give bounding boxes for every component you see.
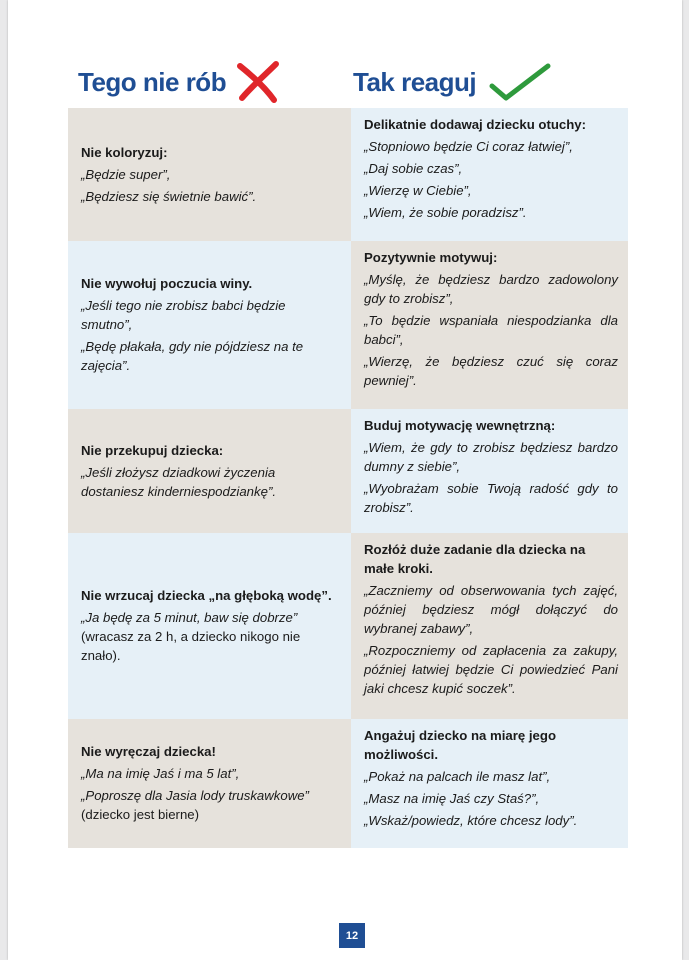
- do-title: Buduj motywację wewnętrzną:: [364, 418, 556, 433]
- dont-cell: [68, 241, 351, 409]
- do-example: „Wierzę w Ciebie”,: [364, 183, 472, 198]
- do-title: Delikatnie dodawaj dziecku otuchy:: [364, 117, 587, 132]
- do-title: Pozytywnie motywuj:: [364, 250, 498, 265]
- do-cell: [351, 108, 628, 241]
- dont-example: „Będę płakała, gdy nie pójdziesz na te zajęcia”.: [81, 339, 304, 373]
- dont-example: „Ma na imię Jaś i ma 5 lat”,: [81, 766, 240, 781]
- dont-heading-text: Tego nie rób: [78, 66, 227, 97]
- dont-title: Nie wywołuj poczucia winy.: [81, 276, 253, 291]
- do-example: „Pokaż na palcach ile masz lat”,: [364, 769, 551, 784]
- dont-example: „Jeśli złożysz dziadkowi życzenia dostaniesz kinderniespodziankę”.: [81, 464, 276, 499]
- dont-example: [81, 608, 339, 665]
- dont-title: Nie wyręczaj dziecka!: [81, 744, 216, 759]
- do-example: „Myślę, że będziesz bardzo zadowolony gdy to zrobisz”,: [364, 272, 618, 306]
- do-title: Rozłóż duże zadanie dla dziecka na małe kroki.: [364, 542, 586, 576]
- do-example: „Wierzę, że będziesz czuć się coraz pewniej”.: [364, 354, 618, 388]
- dont-title: Nie wrzucaj dziecka „na głęboką wodę”.: [81, 588, 332, 603]
- dont-cell: [68, 108, 351, 241]
- do-example: „Masz na imię Jaś czy Staś?”,: [364, 791, 540, 806]
- do-title: Angażuj dziecko na miarę jego możliwości.: [364, 728, 556, 762]
- do-example: „Wyobrażam sobie Twoją radość gdy to zrobisz”.: [364, 481, 618, 515]
- do-example: „Wiem, że sobie poradzisz”.: [364, 205, 527, 220]
- do-cell: [351, 409, 628, 533]
- do-example: „Rozpoczniemy od zapłacenia za zakupy, później łatwiej będzie Ci powiedzieć Pani jaki chcesz kupić soczek”.: [364, 643, 618, 696]
- do-heading: [353, 60, 554, 104]
- do-example: „Zaczniemy od obserwowania tych zajęć, później będziesz mógł dołączyć do wybranej zabawy”,: [364, 583, 618, 636]
- dont-example: [81, 786, 339, 824]
- do-cell: [351, 533, 628, 719]
- dont-title: Nie przekupuj dziecka:: [81, 442, 224, 458]
- document-page: [8, 0, 682, 960]
- do-example: „To będzie wspaniała niespodzianka dla babci”,: [364, 313, 618, 347]
- dont-heading: [78, 60, 282, 104]
- do-example: „Daj sobie czas”,: [364, 161, 463, 176]
- comparison-table: [68, 108, 628, 848]
- do-cell: [351, 719, 628, 848]
- dont-example: „Będziesz się świetnie bawić”.: [81, 188, 257, 204]
- do-example: „Wskaż/powiedz, które chcesz lody”.: [364, 813, 578, 828]
- dont-example: „Będzie super”,: [81, 166, 171, 182]
- do-example: „Wiem, że gdy to zrobisz będziesz bardzo dumny z siebie”,: [364, 440, 618, 474]
- dont-example-quote: „Ja będę za 5 minut, baw się dobrze”: [81, 610, 298, 625]
- dont-cell: [68, 719, 351, 848]
- dont-title: Nie koloryzuj:: [81, 144, 168, 160]
- do-heading-text: Tak reaguj: [353, 66, 477, 97]
- dont-example: „Jeśli tego nie zrobisz babci będzie smutno”,: [81, 298, 286, 332]
- do-cell: [351, 241, 628, 409]
- dont-example-quote: „Poproszę dla Jasia lody truskawkowe”: [81, 788, 309, 803]
- do-example: „Stopniowo będzie Ci coraz łatwiej”,: [364, 139, 573, 154]
- check-mark-icon: [484, 60, 554, 104]
- page-number: 12: [339, 923, 365, 948]
- dont-example-note: (dziecko jest bierne): [81, 807, 200, 822]
- dont-cell: [68, 409, 351, 533]
- dont-cell: [68, 533, 351, 719]
- dont-example-note: (wracasz za 2 h, a dziecko nikogo nie znało).: [81, 629, 301, 663]
- cross-mark-icon: [234, 60, 282, 104]
